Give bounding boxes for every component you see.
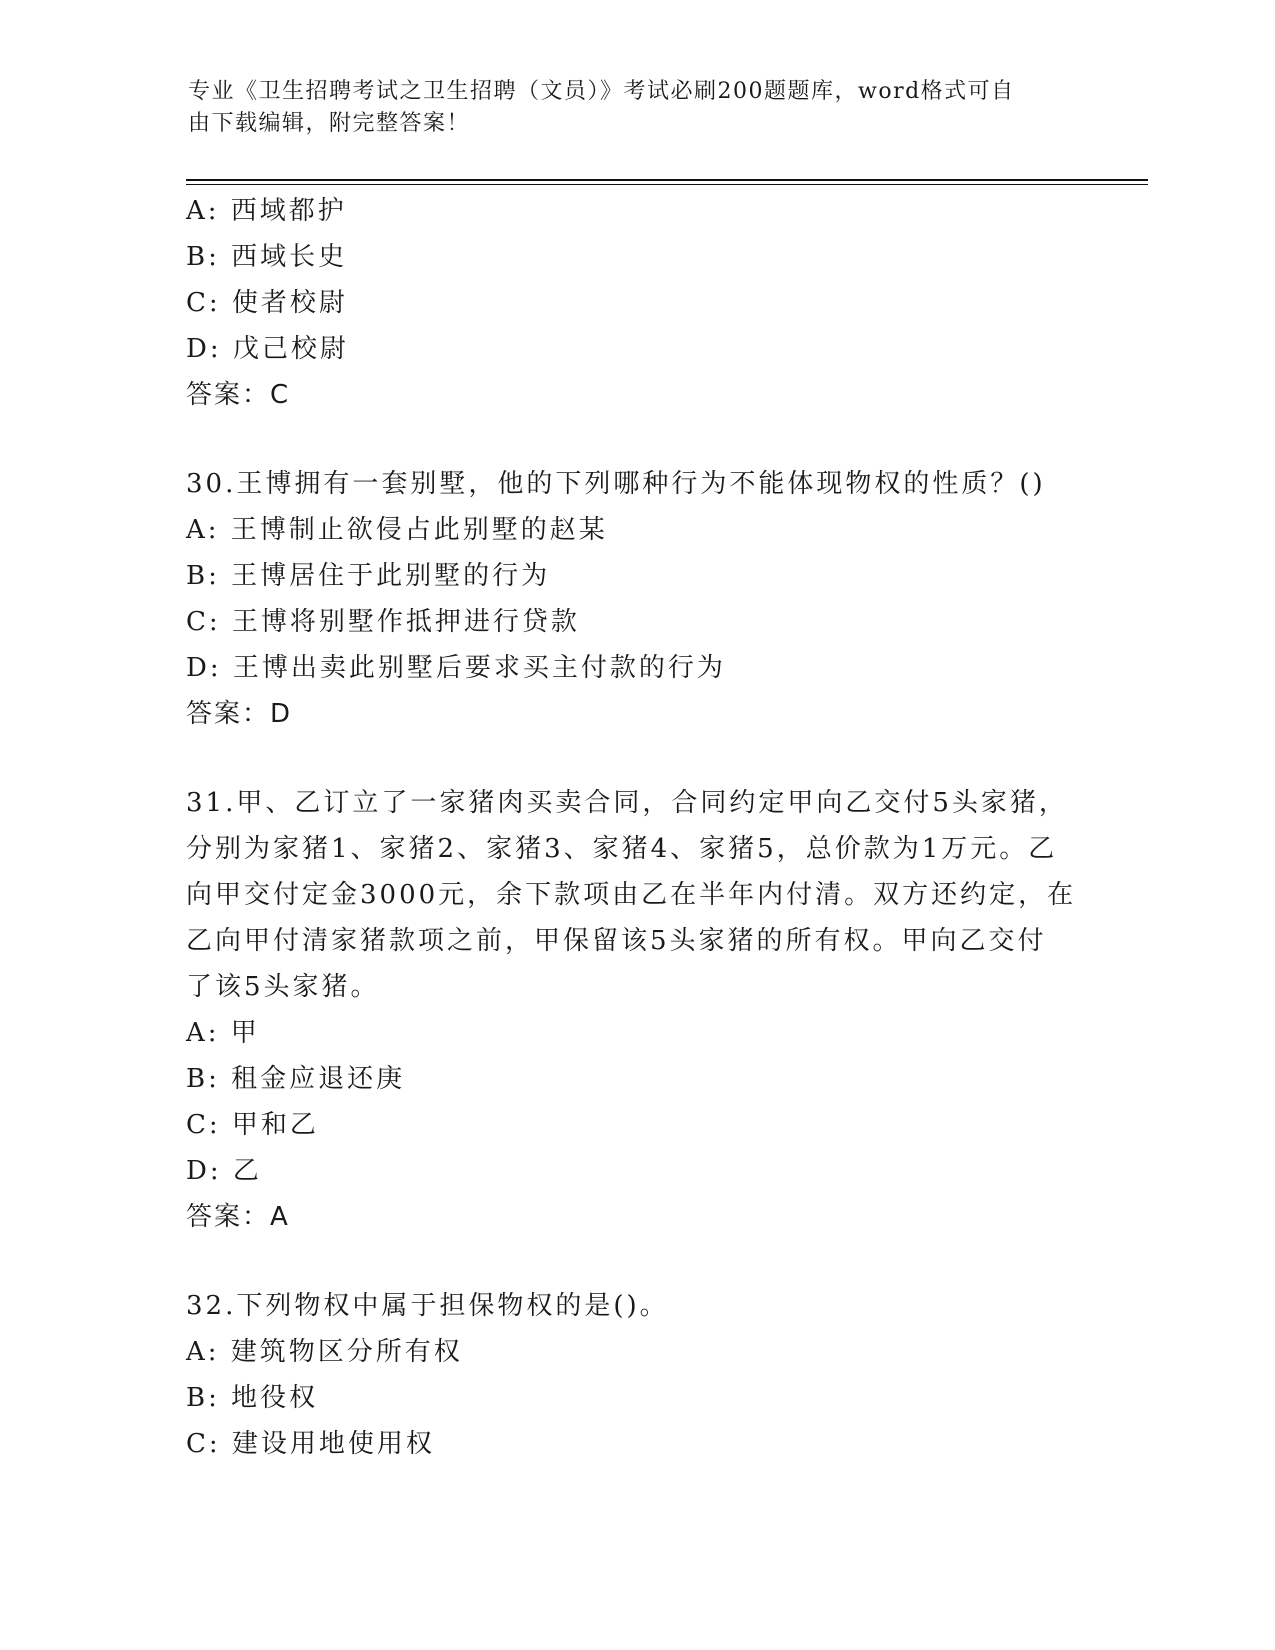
option-a: A: 王博制止欲侵占此别墅的赵某 (186, 515, 608, 545)
question-stem-line-1: 31.甲、乙订立了一家猪肉买卖合同，合同约定甲向乙交付5头家猪， (186, 788, 1068, 818)
header-rule-thick (186, 179, 1148, 181)
option-d: D: 王博出卖此别墅后要求买主付款的行为 (186, 653, 726, 683)
question-30 (186, 461, 1086, 737)
question-list (186, 188, 1086, 1467)
option-a: A: 甲 (186, 1018, 260, 1048)
option-b: B: 租金应退还庚 (186, 1064, 406, 1094)
option-c: C: 使者校尉 (186, 288, 348, 318)
question-stem: 32.下列物权中属于担保物权的是()。 (186, 1291, 669, 1321)
option-c: C: 甲和乙 (186, 1110, 319, 1140)
question-31 (186, 780, 1086, 1240)
answer-line: 答案：A (186, 1202, 290, 1232)
header-line-1: 专业《卫生招聘考试之卫生招聘（文员）》考试必刷200题题库，word格式可自 (188, 79, 1015, 104)
option-c: C: 王博将别墅作抵押进行贷款 (186, 607, 580, 637)
question-stem: 30.王博拥有一套别墅，他的下列哪种行为不能体现物权的性质？() (186, 469, 1046, 499)
option-a: A: 西域都护 (186, 196, 347, 226)
option-b: B: 地役权 (186, 1383, 319, 1413)
option-d: D: 戊己校尉 (186, 334, 349, 364)
option-b: B: 王博居住于此别墅的行为 (186, 561, 551, 591)
answer-line: 答案：C (186, 380, 291, 410)
question-stem-line-2: 分别为家猪1、家猪2、家猪3、家猪4、家猪5，总价款为1万元。乙 (186, 834, 1058, 864)
question-stem-line-5: 了该5头家猪。 (186, 972, 380, 1002)
option-a: A: 建筑物区分所有权 (186, 1337, 463, 1367)
option-b: B: 西域长史 (186, 242, 348, 272)
question-prev (186, 188, 1086, 418)
header-line-2: 由下载编辑，附完整答案！ (188, 111, 471, 136)
question-stem-line-4: 乙向甲付清家猪款项之前，甲保留该5头家猪的所有权。甲向乙交付 (186, 926, 1047, 956)
option-c: C: 建设用地使用权 (186, 1429, 435, 1459)
question-stem-line-3: 向甲交付定金3000元，余下款项由乙在半年内付清。双方还约定，在 (186, 880, 1077, 910)
answer-line: 答案：D (186, 699, 293, 729)
document-header (188, 76, 1068, 140)
header-rule-thin (186, 184, 1148, 185)
question-32 (186, 1283, 1086, 1467)
option-d: D: 乙 (186, 1156, 262, 1186)
